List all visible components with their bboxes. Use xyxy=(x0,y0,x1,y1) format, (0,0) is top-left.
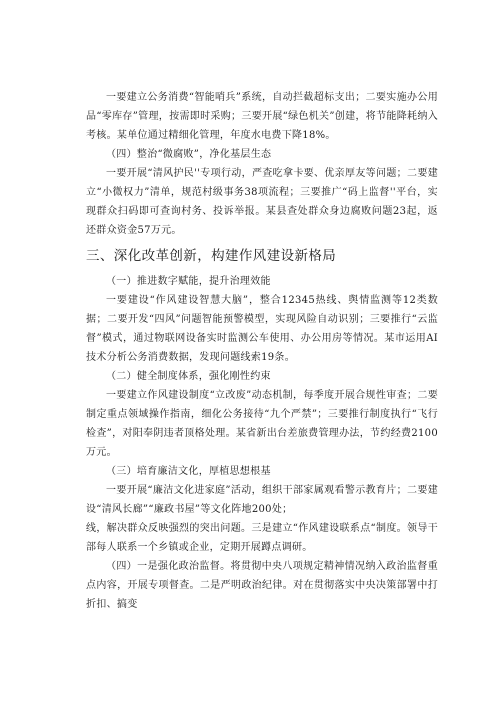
paragraph-continuation: 线，解决群众反映强烈的突出问题。三是建立“作风建设联系点“制度。领导干部每人联系一个乡镇或企业，定期开展蹲点调研。 xyxy=(86,523,438,553)
subheading-micro-corruption: （四）整治“微腐败”，净化基层生态 xyxy=(106,149,272,160)
paragraph-grassroots: 一要开展“清风护民''专项行动，严查吃拿卡要、优亲厚友等问题；二要建立“小微权力”清单，规范村级事务38项流程；三要推广“码上监督''平台，实现群众扫码即可查询村务、投诉举报。某县查处群众身边腐败问题23起，返还群众资金57万元。 xyxy=(86,168,438,236)
paragraph-digital: 一要建设“作风建设智慧大脑”，整合12345热线、舆情监测等12类数据；二要开发“四风”问题智能预警模型，实现风险自动识别；三要推行“云监督”模式，通过物联网设备实时监测公车使用、办公用房等情况。某市运用AI技术分析公务消费数据，发现问题线索19条。 xyxy=(86,295,438,363)
paragraph-institution: 一要建立作风建设制度“立改废”动态机制，每季度开展合规性审查；二要制定重点领域操作指南，细化公务接待“九个严禁”；三要推行制度执行“飞行检查”，对阳奉阴违者顶格处理。某省新出台差旅费管理办法，节约经费2100万元。 xyxy=(86,390,438,458)
subheading-culture: （三）培育廉洁文化，厚植思想根基 xyxy=(106,466,271,477)
paragraph-political-supervision: （四）一是强化政治监督。将贯彻中央八项规定精神情况纳入政治监督重点内容，开展专项督查。二是严明政治纪律。对在贯彻落实中央决策部署中打折扣、搞变 xyxy=(86,561,438,610)
subheading-institution: （二）健全制度体系，强化刚性约束 xyxy=(106,371,271,382)
section-heading-reform: 三、深化改革创新，构建作风建设新格局 xyxy=(86,248,337,264)
paragraph-cost-control: 一要建立公务消费“智能哨兵”系统，自动拦截超标支出；二要实施办公用品“零库存”管理，按需即时采购；三要开展“绿色机关”创建，将节能降耗纳入考核。某单位通过精细化管理，年度水电费下降18%。 xyxy=(86,92,438,141)
paragraph-culture: 一要开展“廉洁文化进家庭”活动，组织干部家属观看警示教育片；二要建设“清风长廊”“廉政书屋”等文化阵地200处； xyxy=(86,485,438,515)
subheading-digital: （一）推进数字赋能，提升治理效能 xyxy=(106,276,271,287)
